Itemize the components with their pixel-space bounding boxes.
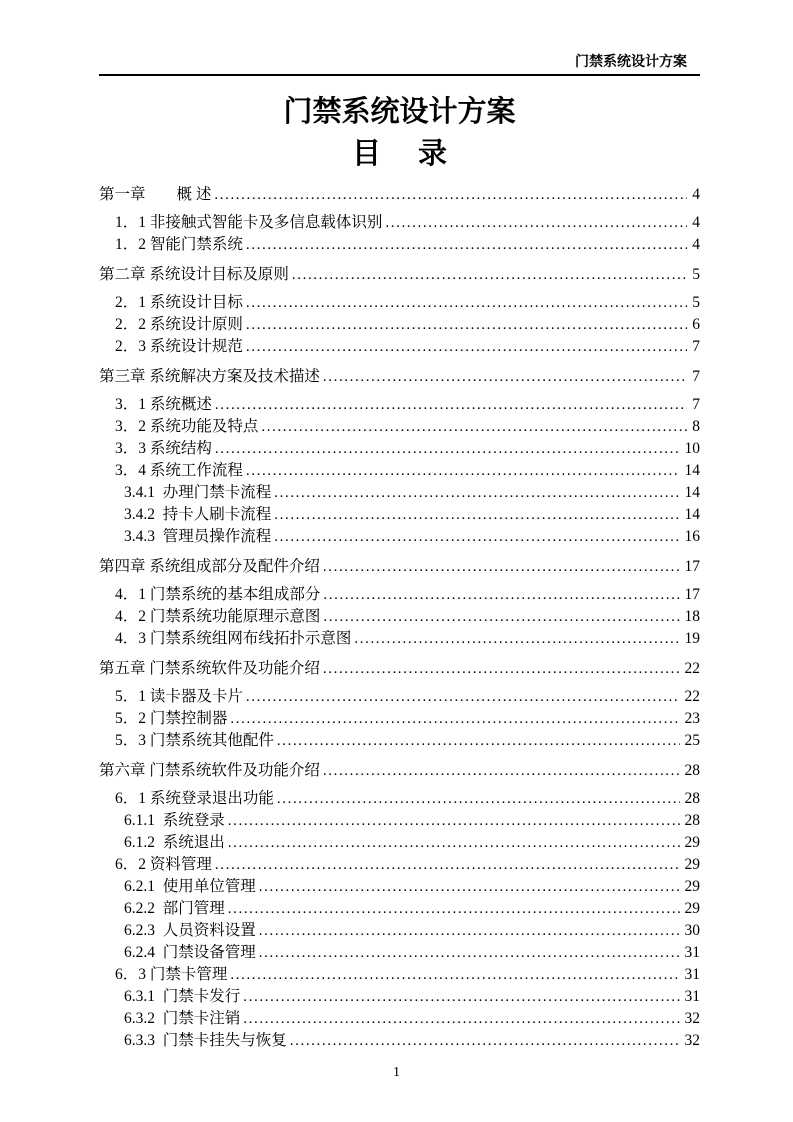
toc-entry[interactable] bbox=[99, 314, 700, 336]
toc-entry-label: 5．2 门禁控制器 bbox=[115, 710, 228, 727]
toc-dot-leader bbox=[243, 986, 679, 1008]
toc-entry[interactable] bbox=[99, 760, 700, 782]
toc-list bbox=[99, 184, 700, 1052]
toc-entry-page: 5 bbox=[692, 266, 700, 283]
toc-entry[interactable] bbox=[99, 526, 700, 548]
toc-entry-page: 16 bbox=[684, 528, 700, 545]
toc-dot-leader bbox=[259, 920, 680, 942]
toc-entry-page: 29 bbox=[684, 834, 700, 851]
toc-entry-label: 2．2 系统设计原则 bbox=[115, 316, 243, 333]
toc-entry-label: 第四章 系统组成部分及配件介绍 bbox=[99, 558, 320, 575]
toc-entry-page: 22 bbox=[684, 660, 700, 677]
toc-dot-leader bbox=[215, 854, 680, 876]
toc-entry-page: 4 bbox=[692, 186, 700, 203]
toc-dot-leader bbox=[259, 876, 680, 898]
toc-dot-leader bbox=[274, 504, 679, 526]
toc-dot-leader bbox=[261, 416, 687, 438]
toc-entry[interactable] bbox=[99, 212, 700, 234]
toc-entry-page: 7 bbox=[692, 396, 700, 413]
toc-entry-label: 3.4.2 持卡人刷卡流程 bbox=[124, 506, 272, 523]
toc-entry[interactable] bbox=[99, 504, 700, 526]
toc-entry-label: 6.1.1 系统登录 bbox=[124, 812, 225, 829]
toc-dot-leader bbox=[323, 658, 680, 680]
toc-entry-label: 6.2.2 部门管理 bbox=[124, 900, 225, 917]
toc-dot-leader bbox=[292, 264, 687, 286]
toc-entry-label: 6．3 门禁卡管理 bbox=[115, 966, 228, 983]
toc-entry[interactable] bbox=[99, 986, 700, 1008]
toc-entry-page: 19 bbox=[684, 630, 700, 647]
toc-dot-leader bbox=[323, 606, 679, 628]
toc-entry-label: 6.3.1 门禁卡发行 bbox=[124, 988, 241, 1005]
toc-entry-page: 31 bbox=[684, 944, 700, 961]
toc-entry-page: 6 bbox=[692, 316, 700, 333]
toc-entry-label: 6．2 资料管理 bbox=[115, 856, 212, 873]
page-number: 1 bbox=[393, 1065, 400, 1080]
toc-entry-page: 8 bbox=[692, 418, 700, 435]
toc-entry-label: 6．1 系统登录退出功能 bbox=[115, 790, 274, 807]
toc-entry[interactable] bbox=[99, 438, 700, 460]
toc-entry-page: 14 bbox=[684, 506, 700, 523]
toc-entry-page: 32 bbox=[684, 1032, 700, 1049]
toc-dot-leader bbox=[215, 394, 687, 416]
toc-entry-page: 18 bbox=[684, 608, 700, 625]
toc-dot-leader bbox=[354, 628, 679, 650]
toc-entry-page: 28 bbox=[684, 812, 700, 829]
toc-dot-leader bbox=[385, 212, 687, 234]
toc-entry[interactable] bbox=[99, 876, 700, 898]
toc-entry-label: 5．1 读卡器及卡片 bbox=[115, 688, 243, 705]
toc-dot-leader bbox=[228, 832, 680, 854]
toc-entry[interactable] bbox=[99, 416, 700, 438]
toc-entry-page: 31 bbox=[684, 966, 700, 983]
toc-entry[interactable] bbox=[99, 854, 700, 876]
toc-entry-label: 第三章 系统解决方案及技术描述 bbox=[99, 368, 320, 385]
toc-entry-label: 6.3.3 门禁卡挂失与恢复 bbox=[124, 1032, 287, 1049]
toc-entry-label: 6.2.4 门禁设备管理 bbox=[124, 944, 256, 961]
toc-entry[interactable] bbox=[99, 730, 700, 752]
toc-entry[interactable] bbox=[99, 234, 700, 256]
toc-dot-leader bbox=[243, 1008, 679, 1030]
toc-entry-page: 25 bbox=[684, 732, 700, 749]
toc-entry[interactable] bbox=[99, 964, 700, 986]
toc-dot-leader bbox=[277, 730, 680, 752]
page-content bbox=[99, 94, 700, 1052]
toc-entry-label: 2．3 系统设计规范 bbox=[115, 338, 243, 355]
toc-entry[interactable] bbox=[99, 832, 700, 854]
toc-entry-label: 6.3.2 门禁卡注销 bbox=[124, 1010, 241, 1027]
toc-dot-leader bbox=[230, 964, 679, 986]
toc-dot-leader bbox=[246, 336, 687, 358]
toc-dot-leader bbox=[246, 292, 687, 314]
toc-heading: 目 录 bbox=[351, 138, 448, 170]
toc-dot-leader bbox=[323, 366, 687, 388]
toc-entry[interactable] bbox=[99, 556, 700, 578]
toc-entry[interactable] bbox=[99, 292, 700, 314]
toc-entry-label: 3．4 系统工作流程 bbox=[115, 462, 243, 479]
toc-entry-label: 3．3 系统结构 bbox=[115, 440, 212, 457]
toc-entry-label: 第六章 门禁系统软件及功能介绍 bbox=[99, 762, 320, 779]
running-header: 门禁系统设计方案 bbox=[99, 52, 700, 76]
toc-entry[interactable] bbox=[99, 606, 700, 628]
toc-dot-leader bbox=[246, 314, 687, 336]
toc-entry-label: 5．3 门禁系统其他配件 bbox=[115, 732, 274, 749]
toc-entry-page: 5 bbox=[692, 294, 700, 311]
toc-entry-label: 第二章 系统设计目标及原则 bbox=[99, 266, 289, 283]
toc-entry[interactable] bbox=[99, 708, 700, 730]
toc-entry[interactable] bbox=[99, 1008, 700, 1030]
toc-entry-page: 29 bbox=[684, 878, 700, 895]
toc-entry[interactable] bbox=[99, 264, 700, 286]
toc-dot-leader bbox=[214, 184, 687, 206]
toc-entry-label: 6.2.1 使用单位管理 bbox=[124, 878, 256, 895]
toc-entry-page: 7 bbox=[692, 338, 700, 355]
toc-dot-leader bbox=[323, 584, 679, 606]
toc-entry-page: 14 bbox=[684, 462, 700, 479]
toc-dot-leader bbox=[274, 482, 679, 504]
toc-entry-page: 32 bbox=[684, 1010, 700, 1027]
toc-dot-leader bbox=[323, 556, 680, 578]
toc-dot-leader bbox=[290, 1030, 680, 1052]
toc-entry-page: 17 bbox=[684, 558, 700, 575]
toc-dot-leader bbox=[246, 234, 687, 256]
toc-entry[interactable] bbox=[99, 628, 700, 650]
toc-dot-leader bbox=[228, 898, 680, 920]
document-title: 门禁系统设计方案 bbox=[283, 96, 516, 128]
toc-entry-label: 第一章 概 述 bbox=[99, 186, 212, 203]
toc-entry-page: 22 bbox=[684, 688, 700, 705]
toc-entry-page: 29 bbox=[684, 856, 700, 873]
toc-entry-label: 3．2 系统功能及特点 bbox=[115, 418, 259, 435]
toc-entry-page: 28 bbox=[684, 762, 700, 779]
toc-entry-label: 6.1.2 系统退出 bbox=[124, 834, 225, 851]
toc-dot-leader bbox=[246, 686, 680, 708]
toc-entry-page: 4 bbox=[692, 214, 700, 231]
toc-entry[interactable] bbox=[99, 920, 700, 942]
toc-entry[interactable] bbox=[99, 584, 700, 606]
toc-entry-label: 4．1 门禁系统的基本组成部分 bbox=[115, 586, 321, 603]
toc-entry[interactable] bbox=[99, 810, 700, 832]
toc-entry-label: 6.2.3 人员资料设置 bbox=[124, 922, 256, 939]
toc-entry[interactable] bbox=[99, 898, 700, 920]
toc-entry[interactable] bbox=[99, 482, 700, 504]
toc-entry[interactable] bbox=[99, 686, 700, 708]
toc-dot-leader bbox=[259, 942, 680, 964]
toc-entry-page: 23 bbox=[684, 710, 700, 727]
toc-entry-page: 29 bbox=[684, 900, 700, 917]
toc-entry[interactable] bbox=[99, 184, 700, 206]
toc-entry-label: 2．1 系统设计目标 bbox=[115, 294, 243, 311]
toc-entry-page: 4 bbox=[692, 236, 700, 253]
toc-entry-label: 3.4.3 管理员操作流程 bbox=[124, 528, 272, 545]
toc-entry-page: 31 bbox=[684, 988, 700, 1005]
toc-entry[interactable] bbox=[99, 1030, 700, 1052]
toc-entry-label: 3．1 系统概述 bbox=[115, 396, 212, 413]
toc-entry-page: 28 bbox=[684, 790, 700, 807]
toc-entry-label: 4．2 门禁系统功能原理示意图 bbox=[115, 608, 321, 625]
toc-dot-leader bbox=[274, 526, 679, 548]
toc-entry-label: 第五章 门禁系统软件及功能介绍 bbox=[99, 660, 320, 677]
toc-dot-leader bbox=[277, 788, 680, 810]
toc-dot-leader bbox=[230, 708, 679, 730]
toc-entry[interactable] bbox=[99, 394, 700, 416]
toc-dot-leader bbox=[246, 460, 680, 482]
toc-entry-page: 30 bbox=[684, 922, 700, 939]
toc-entry-page: 7 bbox=[692, 368, 700, 385]
toc-dot-leader bbox=[323, 760, 680, 782]
toc-entry-page: 14 bbox=[684, 484, 700, 501]
toc-entry[interactable] bbox=[99, 366, 700, 388]
toc-dot-leader bbox=[228, 810, 680, 832]
toc-entry-label: 1．2 智能门禁系统 bbox=[115, 236, 243, 253]
toc-dot-leader bbox=[215, 438, 680, 460]
toc-entry[interactable] bbox=[99, 336, 700, 358]
toc-entry-label: 1．1 非接触式智能卡及多信息载体识别 bbox=[115, 214, 383, 231]
toc-entry[interactable] bbox=[99, 658, 700, 680]
toc-entry-page: 10 bbox=[684, 440, 700, 457]
toc-entry-label: 4．3 门禁系统组网布线拓扑示意图 bbox=[115, 630, 352, 647]
toc-entry[interactable] bbox=[99, 460, 700, 482]
toc-entry[interactable] bbox=[99, 942, 700, 964]
toc-entry-page: 17 bbox=[684, 586, 700, 603]
toc-entry[interactable] bbox=[99, 788, 700, 810]
toc-entry-label: 3.4.1 办理门禁卡流程 bbox=[124, 484, 272, 501]
